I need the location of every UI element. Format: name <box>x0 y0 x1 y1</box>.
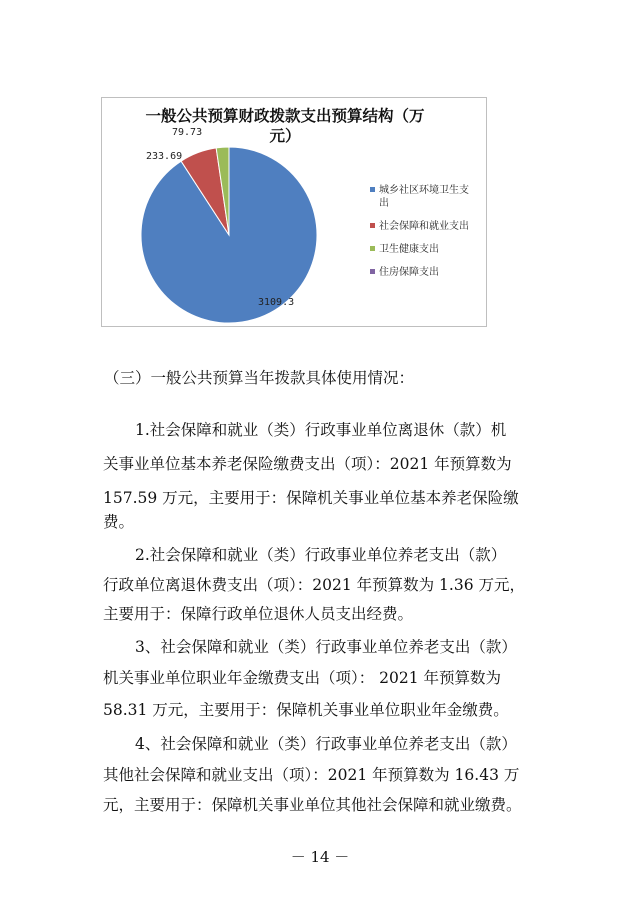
chart-title-line2: 元） <box>269 127 301 145</box>
legend-label: 住房保障支出 <box>379 267 439 278</box>
section-heading: （三）一般公共预算当年拨款具体使用情况： <box>104 369 415 387</box>
item1-line2: 关事业单位基本养老保险缴费支出（项）：2021 年预算数为 <box>103 455 512 473</box>
legend-label: 社会保障和就业支出 <box>379 221 469 232</box>
item2-line3: 主要用于：保障行政单位退休人员支出经费。 <box>103 605 414 623</box>
legend-swatch <box>370 187 375 192</box>
chart-title <box>125 106 445 146</box>
item3-line1: 3、社会保障和就业（类）行政事业单位养老支出（款） <box>135 638 517 656</box>
item2-line1: 2.社会保障和就业（类）行政事业单位养老支出（款） <box>135 546 507 564</box>
legend-item-housing <box>370 266 482 279</box>
item3-line3: 58.31 万元，主要用于：保障机关事业单位职业年金缴费。 <box>103 701 509 719</box>
legend-label: 卫生健康支出 <box>379 244 439 255</box>
chart-title-line1: 一般公共预算财政拨款支出预算结构（万 <box>145 107 425 125</box>
item3-line2: 机关事业单位职业年金缴费支出（项）： 2021 年预算数为 <box>103 669 502 687</box>
item4-line3: 元，主要用于：保障机关事业单位其他社会保障和就业缴费。 <box>103 796 522 814</box>
legend-item-health <box>370 243 482 256</box>
legend-item-social-security <box>370 220 482 233</box>
item4-line1: 4、社会保障和就业（类）行政事业单位养老支出（款） <box>135 735 517 753</box>
legend-label: 城乡社区环境卫生支 <box>379 185 469 196</box>
item2-line2: 行政单位离退休费支出（项）：2021 年预算数为 1.36 万元， <box>103 576 525 594</box>
item1-line1: 1.社会保障和就业（类）行政事业单位离退休（款）机 <box>135 421 507 439</box>
page-number: － 14 － <box>290 848 350 866</box>
item1-line4: 费。 <box>103 513 135 531</box>
legend-swatch <box>370 269 375 274</box>
data-label-social-security: 233.69 <box>146 151 183 162</box>
item4-line2: 其他社会保障和就业支出（项）：2021 年预算数为 16.43 万 <box>103 766 520 784</box>
item1-line3: 157.59 万元，主要用于：保障机关事业单位基本养老保险缴 <box>103 489 519 507</box>
chart-legend <box>370 184 482 278</box>
legend-label-wrap: 出 <box>379 198 389 209</box>
legend-item-urban-rural <box>370 184 482 210</box>
data-label-urban-rural: 3109.3 <box>258 297 295 308</box>
data-label-health: 79.73 <box>172 127 203 138</box>
legend-swatch <box>370 246 375 251</box>
legend-swatch <box>370 223 375 228</box>
